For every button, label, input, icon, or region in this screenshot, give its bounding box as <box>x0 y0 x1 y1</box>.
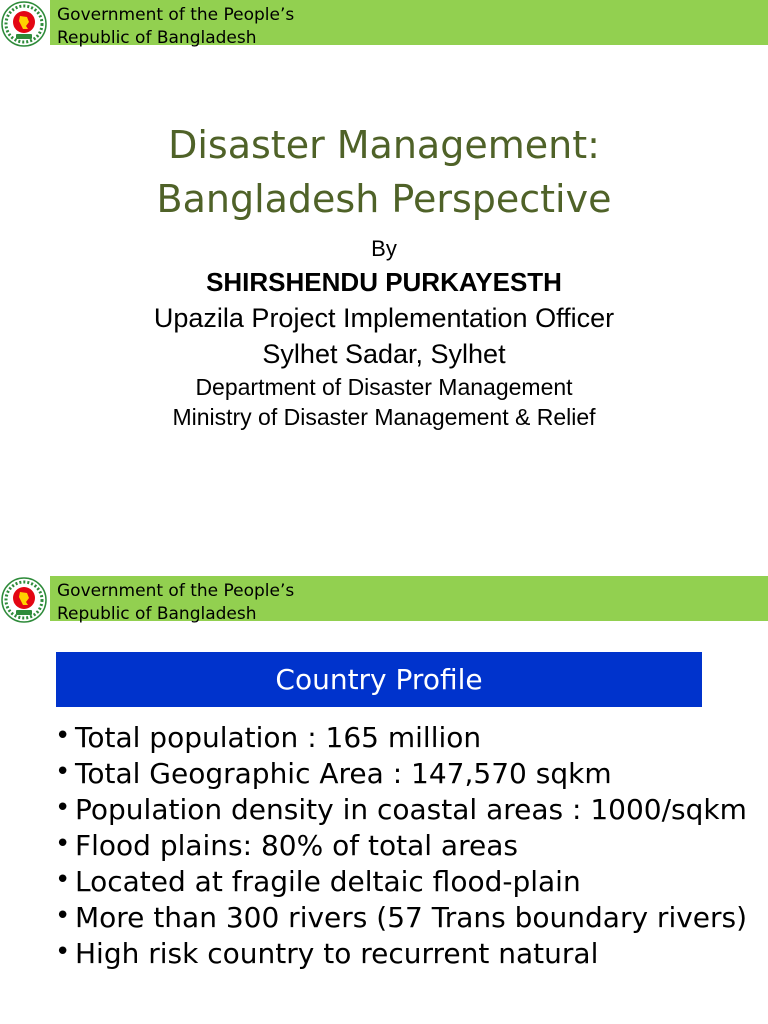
header-line-2: Republic of Bangladesh <box>57 604 257 624</box>
title-line-2: Bangladesh Perspective <box>156 177 612 221</box>
country-profile-list <box>55 720 755 972</box>
bullet-icon: • <box>55 829 71 859</box>
header-text <box>57 4 294 50</box>
bullet-text: Total Geographic Area : 147,570 sqkm <box>75 757 612 790</box>
list-item <box>55 720 755 756</box>
bullet-icon: • <box>55 937 71 967</box>
list-item <box>55 864 755 900</box>
department: Department of Disaster Management <box>195 374 573 400</box>
bullet-text: Population density in coastal areas : 1000/sqkm <box>75 793 747 826</box>
title-line-1: Disaster Management: <box>168 123 600 167</box>
bullet-text: Total population : 165 million <box>75 721 482 754</box>
bullet-icon: • <box>55 721 71 751</box>
header-line-1: Government of the People’s <box>57 581 295 601</box>
list-item <box>55 900 755 936</box>
bullet-text: Located at fragile deltaic flood-plain <box>75 865 581 898</box>
bullet-icon: • <box>55 865 71 895</box>
author-location: Sylhet Sadar, Sylhet <box>262 339 506 369</box>
government-seal-icon <box>1 1 47 47</box>
author-block <box>0 234 768 432</box>
list-item <box>55 792 755 828</box>
header-text <box>57 580 294 626</box>
bullet-text: More than 300 rivers (57 Trans boundary rivers) <box>75 901 748 934</box>
list-item <box>55 936 755 972</box>
list-item <box>55 756 755 792</box>
bullet-text: Flood plains: 80% of total areas <box>75 829 518 862</box>
author-name: SHIRSHENDU PURKAYESTH <box>206 267 562 297</box>
header-line-1: Government of the People’s <box>57 5 295 25</box>
author-role: Upazila Project Implementation Officer <box>153 303 615 333</box>
bullet-icon: • <box>55 793 71 823</box>
bullet-icon: • <box>55 901 71 931</box>
header-line-2: Republic of Bangladesh <box>57 28 257 48</box>
list-item <box>55 828 755 864</box>
bullet-text: High risk country to recurrent natural <box>75 937 599 970</box>
government-seal-icon <box>1 577 47 623</box>
country-profile-heading: Country Profile <box>56 652 702 707</box>
bullet-icon: • <box>55 757 71 787</box>
country-profile-slide <box>0 576 768 1024</box>
by-label: By <box>371 236 397 261</box>
slide-title <box>0 118 768 226</box>
ministry: Ministry of Disaster Management & Relief <box>172 404 596 430</box>
